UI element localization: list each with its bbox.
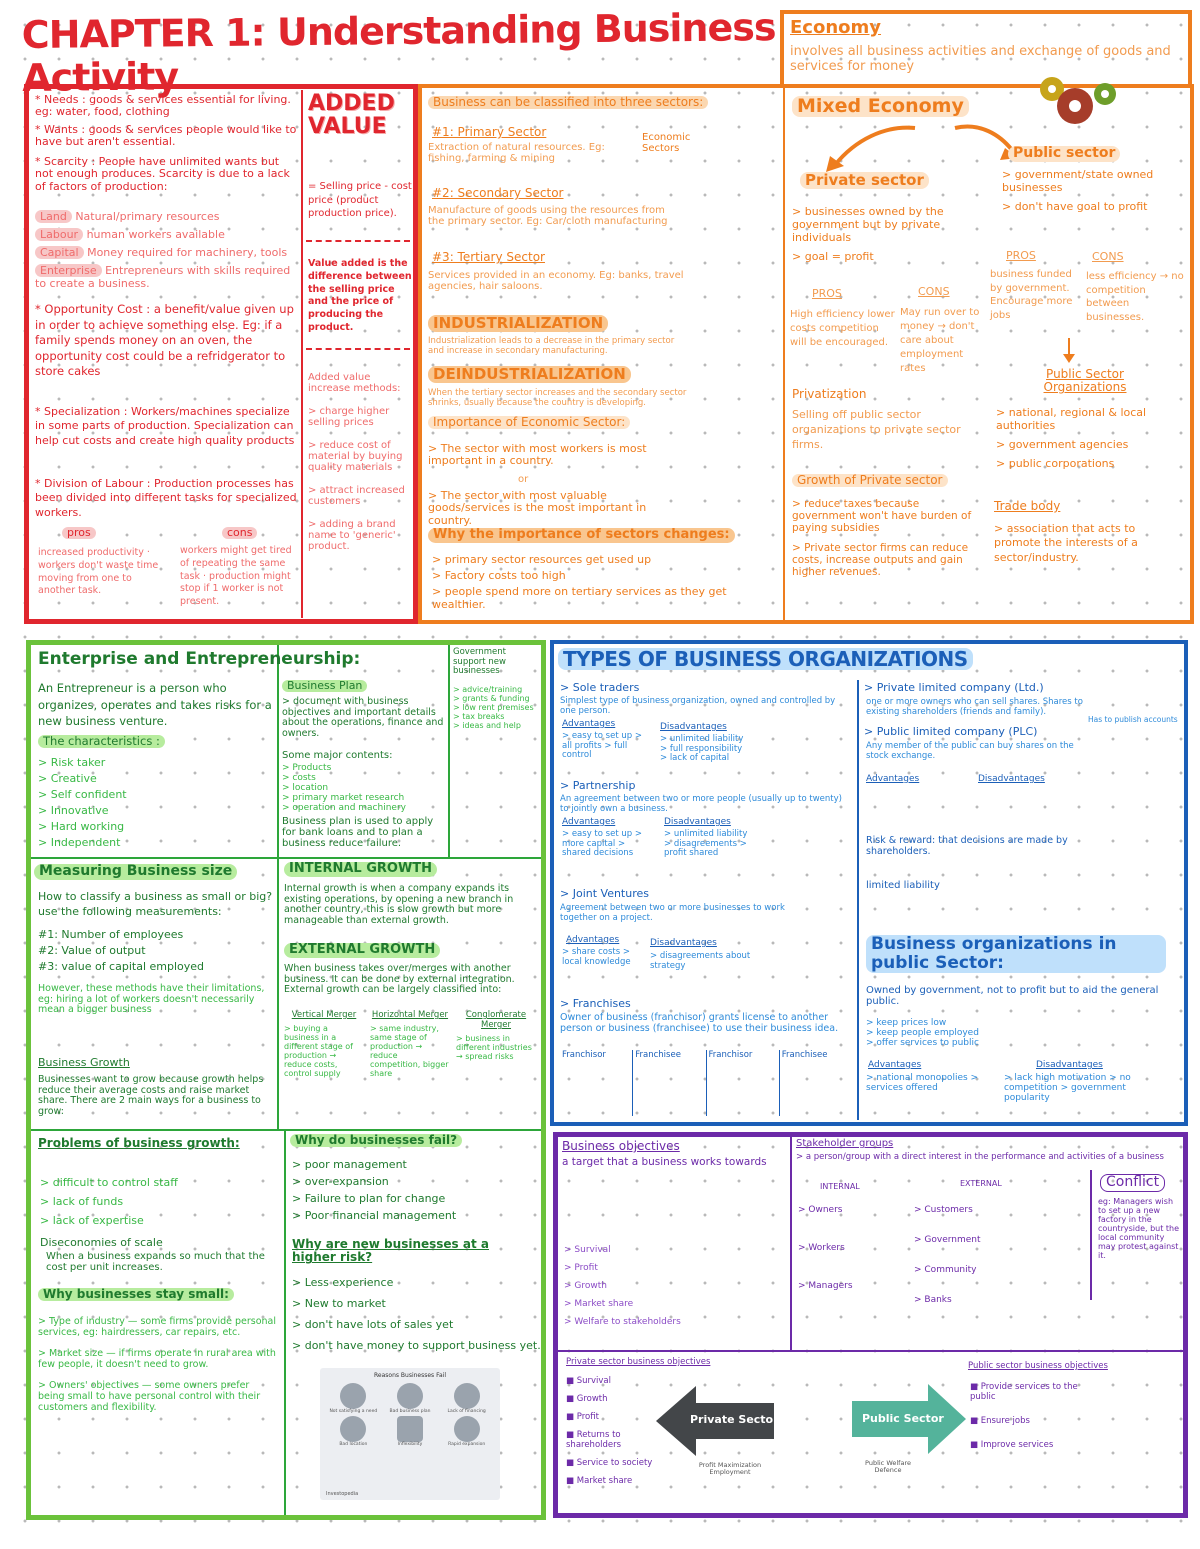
needs-text: * Needs : goods & services essential for living. eg: water, food, clothing [35, 93, 291, 119]
external-growth-heading: EXTERNAL GROWTH [284, 943, 440, 958]
list-item: ■ Ensure jobs [970, 1416, 1030, 1426]
business-plan-heading: Business Plan [282, 680, 367, 692]
down-arrow-icon [1062, 338, 1076, 364]
list-item: > Customers [914, 1205, 973, 1215]
public-dis-label: Disadvantages [1036, 1060, 1103, 1070]
public-sector-orgs-text: Owned by government, not to profit but to aid the general public. [866, 985, 1159, 1008]
external-list [914, 1205, 1084, 1305]
green-divider-v2 [448, 645, 450, 857]
private-cons-label: CONS [918, 285, 950, 298]
external-heading: EXTERNAL [960, 1179, 1002, 1188]
ltd-adv-label: Advantages [866, 774, 920, 784]
economy-heading: Economy [790, 17, 882, 38]
list-item: ■ Provide services to the public [970, 1382, 1078, 1402]
conflict-heading: Conflict [1100, 1174, 1165, 1192]
list-item: > businesses owned by the government but by private individuals [792, 205, 944, 244]
diseconomies-heading: Diseconomies of scale [40, 1236, 163, 1249]
joint-adv-text: > share costs > local knowledge [562, 947, 631, 967]
cons-label: cons [222, 527, 257, 539]
business-objectives-list [564, 1245, 786, 1327]
privatization-text: Selling off public sector organizations to private sector firms. [792, 408, 961, 451]
partnership-adv-label: Advantages [562, 817, 616, 827]
entrepreneur-definition: An Entrepreneur is a person who organizes, operates and takes risks for a new business venture. [38, 681, 272, 729]
list-item: > Workers [798, 1243, 845, 1253]
increase-methods-list [308, 406, 412, 552]
conglomerate-merger [456, 1010, 536, 1078]
list-item: > over-expansion [292, 1175, 389, 1188]
tertiary-sector-head: #3: Tertiary Sector [432, 250, 545, 264]
image-grid [320, 1379, 500, 1451]
list-item: > public corporations [996, 457, 1115, 470]
plc-text: Any member of the public can buy shares on the stock exchange. [866, 741, 1074, 761]
measuring-size-text: How to classify a business as small or big? use the following measurements: [38, 890, 273, 918]
pros-label: pros [62, 527, 96, 539]
list-item: > Survival [564, 1245, 611, 1255]
public-adv-text: > national monopolies > services offered [866, 1073, 979, 1094]
green-divider-v3 [277, 857, 279, 1129]
franchise-col-label: Franchisor [562, 1050, 606, 1060]
list-item: > Failure to plan for change [292, 1192, 446, 1205]
factor-land: Land Natural/primary resources [35, 210, 297, 223]
private-pros-text: High efficiency lower costs competition will be encouraged. [790, 309, 895, 348]
fail-heading: Why do businesses fail? [290, 1134, 462, 1147]
tertiary-sector-text: Services provided in an economy. Eg: banks, travel agencies, hair saloons. [428, 270, 684, 293]
mixed-economy-heading: Mixed Economy [792, 96, 969, 117]
merger-text: > buying a business in a different stage of production → reduce costs, control supply [284, 1024, 353, 1078]
image-cell [383, 1416, 438, 1447]
list-item: ■ Survival [566, 1376, 612, 1386]
partnership-dis-label: Disadvantages [664, 817, 731, 827]
problems-growth-heading: Problems of business growth: [38, 1136, 240, 1150]
trade-body-heading: Trade body [994, 499, 1061, 513]
joint-dis-label: Disadvantages [650, 938, 717, 948]
sole-adv-label: Advantages [562, 719, 616, 729]
red-divider [301, 90, 303, 618]
conflict-divider [1090, 1170, 1092, 1300]
growth-private-list [792, 498, 982, 578]
list-item: ■ Service to society [566, 1458, 653, 1468]
measures-note: However, these methods have their limitations, eg: hiring a lot of workers doesn't necessarily mean a bigger business [38, 983, 265, 1016]
joint-ventures-heading: > Joint Ventures [560, 887, 649, 900]
green-divider-v1 [277, 645, 279, 857]
partnership-adv-text: > easy to set up > more capital > shared decisions [562, 829, 642, 859]
purple-divider-h [558, 1350, 1183, 1352]
types-organizations-heading: TYPES OF BUSINESS ORGANIZATIONS [558, 648, 973, 670]
joint-adv-label: Advantages [566, 935, 620, 945]
added-value-formula: = Selling price - cost price (product production price). [308, 181, 412, 219]
internal-heading: INTERNAL [820, 1182, 860, 1191]
privatization-heading: Privatization [792, 387, 867, 401]
characteristics-list [38, 756, 268, 849]
list-item: > Self confident [38, 788, 127, 801]
private-sector-arrow-sub: Profit Maximization Employment [698, 1461, 762, 1477]
fail-list [292, 1158, 532, 1222]
private-sector-arrow-label: Private Sector [690, 1413, 779, 1426]
internal-list [798, 1205, 908, 1291]
list-item: > primary market research [282, 793, 405, 803]
deindustrialization-heading: DEINDUSTRIALIZATION [428, 366, 631, 383]
gov-support-list [453, 685, 539, 730]
list-item: > New to market [292, 1297, 386, 1310]
stakeholders-def: > a person/group with a direct interest in the performance and activities of a business [796, 1152, 1164, 1162]
franchise-col [560, 1050, 633, 1116]
image-caption: Lack of financing [447, 1409, 486, 1414]
public-sector-list [1002, 168, 1182, 213]
sole-traders-heading: > Sole traders [560, 681, 640, 694]
secondary-sector-text: Manufacture of goods using the resources from the primary sector. Eg: Car/cloth manufacturing [428, 205, 668, 228]
public-objectives-heading: Public sector business objectives [968, 1361, 1108, 1371]
franchise-table [560, 1050, 852, 1116]
importance-item-2: > The sector with most valuable goods/services is the most important in country. [428, 489, 647, 527]
pros-text: increased productivity · workers don't waste time moving from one to another task. [38, 547, 159, 597]
green-divider-h2 [31, 1129, 541, 1131]
limited-liability-label: limited liability [866, 880, 940, 891]
merger-text: > business in different industries → spread risks [456, 1034, 532, 1061]
image-credit: Investopedia [326, 1491, 359, 1497]
list-item: > charge higher selling prices [308, 406, 390, 428]
list-item: > Owners' objectives — some owners prefer being small to have personal control with their customers and flexibility. [38, 1380, 261, 1413]
public-objectives-list [970, 1382, 1090, 1450]
stay-small-list [38, 1316, 278, 1413]
page-title: CHAPTER 1: Understanding Business Activity [21, 5, 776, 100]
list-item: > operation and machinery [282, 803, 406, 813]
list-item: #3: value of capital employed [38, 960, 205, 973]
scarcity-text: * Scarcity : People have unlimited wants but not enough produces. Scarcity is due to a lack of factors of production: [35, 155, 290, 193]
measures-list [38, 928, 274, 973]
franchise-col [780, 1050, 852, 1116]
business-growth-text: Businesses want to grow because growth helps reduce their average costs and raise market share. There are 2 main ways for a business to grow: [38, 1074, 264, 1117]
list-item: > government/state owned businesses [1002, 168, 1154, 194]
sole-dis-text: > unlimited liability > full responsibility > lack of capital [660, 734, 744, 764]
gears-icon [1035, 72, 1120, 137]
list-item: > difficult to control staff [40, 1176, 178, 1189]
primary-sector-head: #1: Primary Sector [432, 125, 547, 139]
list-item: ■ Growth [566, 1394, 608, 1404]
list-item: > government agencies [996, 438, 1129, 451]
factor-capital: Capital Money required for machinery, tools [35, 246, 297, 259]
list-item: > lack of funds [40, 1195, 124, 1208]
list-item: > grants & funding [453, 694, 530, 703]
list-item: > Type of industry — some firms provide personal services, eg: hairdressers, car repairs, etc. [38, 1316, 276, 1338]
opportunity-cost-text: * Opportunity Cost : a benefit/value given up in order to achieve something else. Eg: if a family spends money on an oven, the opportunity cost could be a refridgerator to store cakes [35, 302, 294, 379]
list-item: > poor management [292, 1158, 407, 1171]
sole-adv-text: > easy to set up > all profits > full control [562, 731, 642, 761]
list-item: > offer services to public [866, 1038, 979, 1048]
list-item: > costs [282, 773, 316, 783]
list-item: > Private sector firms can reduce costs, increase outputs and gain higher revenues. [792, 542, 969, 578]
measuring-size-heading: Measuring Business size [34, 864, 237, 880]
internal-growth-text: Internal growth is when a company expands its existing operations, by opening a new branch in another country, this is slow growth but more manageable than external growth. [284, 883, 514, 926]
list-item: ■ Profit [566, 1412, 599, 1422]
business-plan-use: Business plan is used to apply for bank loans and to plan a business reduce failure. [282, 816, 434, 850]
merger-title: Vertical Merger [291, 1010, 357, 1020]
division-of-labour-text: * Division of Labour : Production processes has been divided into different tasks for specialized workers. [35, 477, 297, 519]
franchises-text: Owner of business (franchisor) grants license to another person or business (franchisee) to use their business idea. [560, 1012, 839, 1034]
economy-text: involves all business activities and exchange of goods and services for money [790, 44, 1171, 74]
deindustrialization-text: When the tertiary sector increases and the secondary sector shrinks, usually because the country is developing. [428, 388, 687, 408]
list-item: > people spend more on tertiary services as they get wealthier. [432, 585, 727, 611]
list-item: > Risk taker [38, 756, 106, 769]
location-icon [340, 1416, 366, 1442]
public-sector-heading: Public sector [1008, 146, 1120, 162]
external-growth-text: When business takes over/merges with another business. It can be done by external integration. External growth can be largely classified into: [284, 963, 515, 996]
list-item: > don't have money to support business yet. [292, 1339, 541, 1352]
integration-types [284, 1010, 538, 1078]
list-item: > Factory costs too high [432, 569, 566, 582]
list-item: > keep people employed [866, 1028, 979, 1038]
list-item: > Community [914, 1265, 977, 1275]
image-caption: Bad business plan [389, 1409, 431, 1414]
private-sector-heading: Private sector [800, 172, 929, 189]
industrialization-text: Industrialization leads to a decrease in the primary sector and increase in secondary manufacturing. [428, 336, 675, 356]
list-item: > Owners [798, 1205, 843, 1215]
image-caption: Rapid expansion [448, 1442, 486, 1447]
image-cell [326, 1383, 381, 1414]
list-item: ■ Returns to shareholders [566, 1430, 622, 1450]
list-item: > advice/training [453, 685, 523, 694]
business-plan-contents-list [282, 763, 442, 813]
cons-text: workers might get tired of repeating the same task · production might stop if 1 worker is not present. [180, 545, 292, 608]
franchise-col-label: Franchisee [635, 1050, 681, 1060]
list-item: ■ Market share [566, 1476, 633, 1486]
list-item: > Products [282, 763, 332, 773]
joint-dis-text: > disagreements about strategy [650, 951, 751, 971]
list-item: > Growth [564, 1281, 607, 1291]
specialization-text: * Specialization : Workers/machines specialize in some parts of production. Specialization can help cut costs and create high quality products [35, 405, 295, 447]
list-item: > Banks [914, 1295, 952, 1305]
list-item: #1: Number of employees [38, 928, 184, 941]
image-title: Reasons Businesses Fail [374, 1372, 446, 1379]
private-ltd-heading: > Private limited company (Ltd.) [864, 681, 1044, 694]
private-ltd-text: one or more owners who can sell shares. Shares to existing shareholders (friends and family). [866, 697, 1083, 717]
joint-ventures-text: Agreement between two or more businesses to work together on a project. [560, 903, 785, 923]
factor-labour: Labour human workers available [35, 228, 297, 241]
public-adv-label: Advantages [868, 1060, 922, 1070]
list-item: > Market size — if firms operate in rural area with few people, it doesn't need to grow. [38, 1348, 276, 1370]
stay-small-heading: Why businesses stay small: [38, 1288, 234, 1301]
private-sector-list [792, 205, 972, 263]
list-item: > national, regional & local authorities [996, 406, 1147, 432]
stakeholders-heading: Stakeholder groups [796, 1138, 894, 1149]
image-cell [439, 1416, 494, 1447]
franchise-col-label: Franchisor [708, 1050, 753, 1060]
industrialization-heading: INDUSTRIALIZATION [428, 315, 608, 332]
public-dis-text: > lack high motivation > no competition > government popularity [1004, 1073, 1131, 1104]
public-cons-label: CONS [1092, 250, 1124, 263]
merger-text: > same industry, same stage of production → reduce competition, bigger share [370, 1024, 449, 1078]
increase-methods-heading: Added value increase methods: [308, 372, 401, 395]
green-divider-h1 [31, 857, 541, 859]
list-item: > Market share [564, 1299, 634, 1309]
list-item: > don't have goal to profit [1002, 200, 1148, 213]
primary-sector-text: Extraction of natural resources. Eg: fishing, farming & mining [428, 142, 605, 165]
public-pros-text: business funded by government. Encourage more jobs [990, 269, 1073, 321]
list-item: > Welfare to stakeholders [564, 1317, 681, 1327]
image-caption: Not satisfying a need [329, 1409, 378, 1414]
classified-heading: Business can be classified into three sectors: [428, 96, 708, 109]
list-item: > low rent premises [453, 703, 534, 712]
plan-icon [397, 1383, 423, 1409]
sole-dis-label: Disadvantages [660, 722, 727, 732]
economic-sectors-label: Economic Sectors [642, 132, 691, 155]
need-icon [340, 1383, 366, 1409]
list-item: > Poor financial management [292, 1209, 457, 1222]
list-item: > don't have lots of sales yet [292, 1318, 454, 1331]
list-item: > goal = profit [792, 250, 874, 263]
public-sector-arrow-sub: Public Welfare Defence [865, 1459, 911, 1475]
new-risk-heading: Why are new businesses at a higher risk? [292, 1237, 489, 1265]
characteristics-label: The characteristics : [38, 735, 165, 748]
private-pros-label: PROS [812, 287, 842, 300]
vertical-merger [284, 1010, 364, 1078]
added-value-divider-2 [306, 348, 410, 350]
list-item: > location [282, 783, 329, 793]
list-item: > Creative [38, 772, 97, 785]
list-item: > reduce cost of material by buying quality materials [308, 440, 403, 473]
franchises-heading: > Franchises [560, 997, 631, 1010]
list-item: > Less experience [292, 1276, 394, 1289]
horizontal-merger [370, 1010, 450, 1078]
business-growth-heading: Business Growth [38, 1056, 130, 1069]
secondary-sector-head: #2: Secondary Sector [432, 186, 564, 200]
partnership-heading: > Partnership [560, 779, 636, 792]
partnership-text: An agreement between two or more people (usually up to twenty) to jointly own a business. [560, 794, 842, 814]
list-item: > Profit [564, 1263, 598, 1273]
plc-note: Has to publish accounts [1088, 715, 1178, 724]
business-objectives-heading: Business objectives [562, 1139, 680, 1153]
list-item: > Government [914, 1235, 981, 1245]
image-caption: Bad location [339, 1442, 368, 1447]
merger-title: Horizontal Merger [371, 1010, 449, 1020]
orange-divider [783, 88, 785, 620]
business-objectives-def: a target that a business works towards [562, 1156, 767, 1168]
public-orgs-list [996, 406, 1186, 470]
expansion-icon [454, 1416, 480, 1442]
list-item: > tax breaks [453, 712, 505, 721]
new-risk-list [292, 1276, 542, 1352]
list-item: > Hard working [38, 820, 125, 833]
importance-item-1: > The sector with most workers is most important in a country. [428, 442, 647, 468]
added-value-definition: Value added is the difference between the selling price and the price of producing the product. [308, 258, 412, 334]
added-value-title: ADDED VALUE [308, 91, 395, 140]
public-sector-arrow-label: Public Sector [862, 1412, 944, 1425]
list-item: > ideas and help [453, 721, 521, 730]
list-item: > Innovative [38, 804, 109, 817]
franchise-col-label: Franchisee [781, 1050, 828, 1060]
list-item: > lack of expertise [40, 1214, 144, 1227]
business-plan-text: > document with business objectives and important details about the operations, finance and owners. [282, 696, 444, 739]
list-item: > adding a brand name to 'generic' product. [308, 519, 396, 552]
public-cons-text: less efficiency → no competition between businesses. [1086, 271, 1184, 323]
ltd-dis-label: Disadvantages [978, 774, 1045, 784]
image-cell [326, 1416, 381, 1447]
internal-growth-heading: INTERNAL GROWTH [284, 862, 437, 877]
enterprise-heading: Enterprise and Entrepreneurship: [38, 649, 361, 669]
list-item: > primary sector resources get used up [432, 553, 652, 566]
blue-divider [857, 680, 859, 1120]
trade-body-text: > association that acts to promote the interests of a sector/industry. [994, 522, 1138, 564]
list-item: > keep prices low [866, 1018, 947, 1028]
factor-enterprise: Enterprise Entrepreneurs with skills required to create a business. [35, 264, 291, 290]
growth-private-heading: Growth of Private sector [792, 474, 948, 487]
sole-traders-text: Simplest type of business organization, owned and controlled by one person. [560, 696, 836, 716]
problems-list [40, 1176, 270, 1227]
importance-or: or [518, 474, 529, 485]
private-cons-text: May run over to money → don't care about employment rates [900, 307, 980, 374]
list-item: > Managers [798, 1281, 853, 1291]
public-sector-orgs-list [866, 1018, 1066, 1048]
wants-text: * Wants : goods & services people would like to have but aren't essential. [35, 123, 297, 149]
plc-heading: > Public limited company (PLC) [864, 725, 1038, 738]
factors-list [35, 210, 297, 290]
financing-icon [454, 1383, 480, 1409]
green-divider-v4 [284, 1129, 286, 1515]
diseconomies-text: When a business expands so much that the cost per unit increases. [46, 1251, 265, 1274]
list-item: > attract increased customers [308, 485, 405, 507]
business-plan-contents-heading: Some major contents: [282, 750, 393, 761]
private-objectives-heading: Private sector business objectives [566, 1357, 711, 1367]
why-changes-list [432, 553, 732, 611]
public-pros-label: PROS [1006, 249, 1036, 262]
partnership-dis-text: > unlimited liability > disagreements > profit shared [664, 829, 748, 859]
franchise-col [707, 1050, 780, 1116]
image-cell [439, 1383, 494, 1414]
list-item: > reduce taxes because government won't have burden of paying subsidies [792, 498, 972, 534]
risk-text: Risk & reward: that decisions are made by shareholders. [866, 835, 1068, 857]
public-sector-orgs-heading: Business organizations in public Sector: [866, 935, 1166, 973]
inflexibility-icon [397, 1416, 423, 1442]
public-orgs-heading: Public Sector Organizations [1043, 367, 1127, 395]
gov-support-heading: Government support new businesses [453, 647, 507, 677]
franchise-col [633, 1050, 706, 1116]
importance-heading: Importance of Economic Sector: [428, 416, 630, 429]
list-item: > Independent [38, 836, 121, 849]
added-value-divider-1 [306, 240, 410, 242]
why-changes-heading: Why the importance of sectors changes: [428, 528, 735, 543]
private-objectives-list [566, 1376, 656, 1486]
list-item: #2: Value of output [38, 944, 146, 957]
image-cell [383, 1383, 438, 1414]
purple-divider-v [790, 1137, 792, 1350]
image-caption: Inflexibility [397, 1442, 423, 1447]
list-item: ■ Improve services [970, 1440, 1054, 1450]
conflict-text: eg: Managers wish to set up a new factory in the countryside, but the local community may protest against it. [1098, 1197, 1180, 1260]
reasons-fail-image [320, 1368, 500, 1500]
merger-title: Conglomerate Merger [465, 1010, 527, 1030]
